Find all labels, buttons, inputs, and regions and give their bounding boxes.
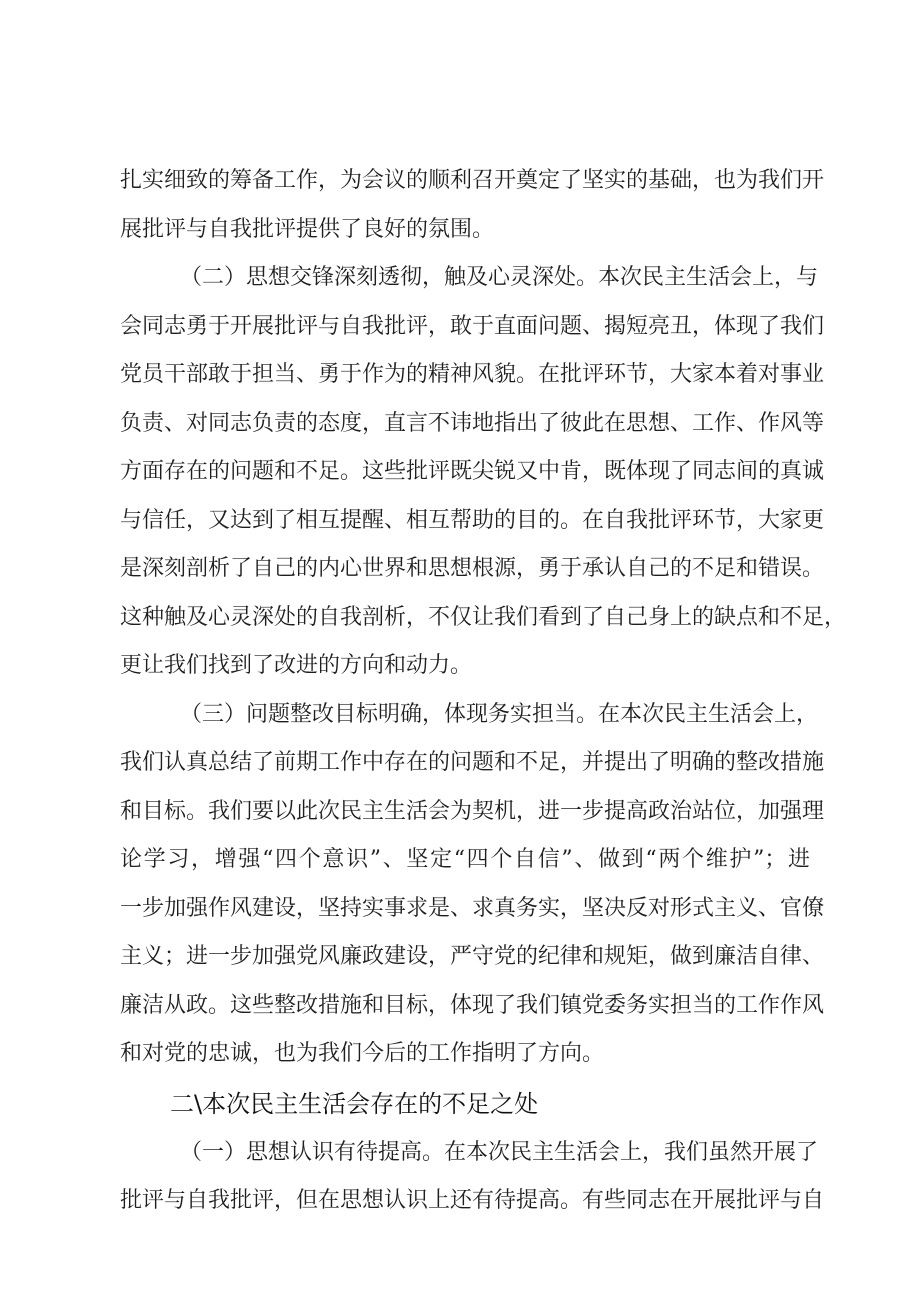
text-line: 论学习，增强“四个意识”、坚定“四个自信”、做到“两个维护”；进 (120, 847, 810, 872)
text-line: 与信任，又达到了相互提醒、相互帮助的目的。在自我批评环节，大家更 (120, 507, 825, 533)
text-line: 一步加强作风建设，坚持实事求是、求真务实，坚决反对形式主义、官僚 (120, 895, 825, 921)
text-line: （二）思想交锋深刻透彻，触及心灵深处。本次民主生活会上，与 (180, 265, 819, 290)
paragraph-thought-exchange (120, 254, 847, 691)
paragraph-shortcomings (120, 1129, 825, 1226)
text-line: 党员干部敢于担当、勇于作为的精神风貌。在批评环节，大家本着对事业 (120, 362, 825, 387)
text-line: 方面存在的问题和不足。这些批评既尖锐又中肯，既体现了同志间的真诚 (120, 459, 825, 484)
text-line: 展批评与自我批评提供了良好的氛围。 (120, 216, 495, 242)
text-line: 是深刻剖析了自己的内心世界和思想根源，勇于承认自己的不足和错误。 (120, 556, 825, 581)
text-line: （三）问题整改目标明确，体现务实担当。在本次民主生活会上， (180, 701, 819, 727)
text-line: 更让我们找到了改进的方向和动力。 (120, 653, 473, 678)
document-page (120, 157, 847, 1226)
text-line: 扎实细致的筹备工作，为会议的顺利召开奠定了坚实的基础，也为我们开 (120, 168, 825, 193)
text-line: 主义；进一步加强党风廉政建设，严守党的纪律和规矩，做到廉洁自律、 (120, 944, 825, 969)
text-line: 批评与自我批评，但在思想认识上还有待提高。有些同志在开展批评与自 (120, 1188, 825, 1213)
paragraph-rectification (120, 691, 825, 1079)
text-line: 负责、对同志负责的态度，直言不讳地指出了彼此在思想、工作、作风等 (120, 410, 825, 436)
text-line: 会同志勇于开展批评与自我批评，敢于直面问题、揭短亮丑，体现了我们 (120, 313, 825, 339)
text-line: 廉洁从政。这些整改措施和目标，体现了我们镇党委务实担当的工作作风 (120, 992, 825, 1018)
text-line: 和对党的忠诚，也为我们今后的工作指明了方向。 (120, 1041, 605, 1066)
section-heading: 二\本次民主生活会存在的不足之处 (170, 1089, 539, 1118)
text-line: 我们认真总结了前期工作中存在的问题和不足，并提出了明确的整改措施 (120, 750, 825, 775)
text-line: 这种触及心灵深处的自我剖析，不仅让我们看到了自己身上的缺点和不足， (120, 604, 847, 630)
paragraph-intro-tail (120, 157, 825, 254)
text-line: 和目标。我们要以此次民主生活会为契机，进一步提高政治站位，加强理 (120, 798, 825, 824)
text-line: （一）思想认识有待提高。在本次民主生活会上，我们虽然开展了 (180, 1139, 819, 1165)
